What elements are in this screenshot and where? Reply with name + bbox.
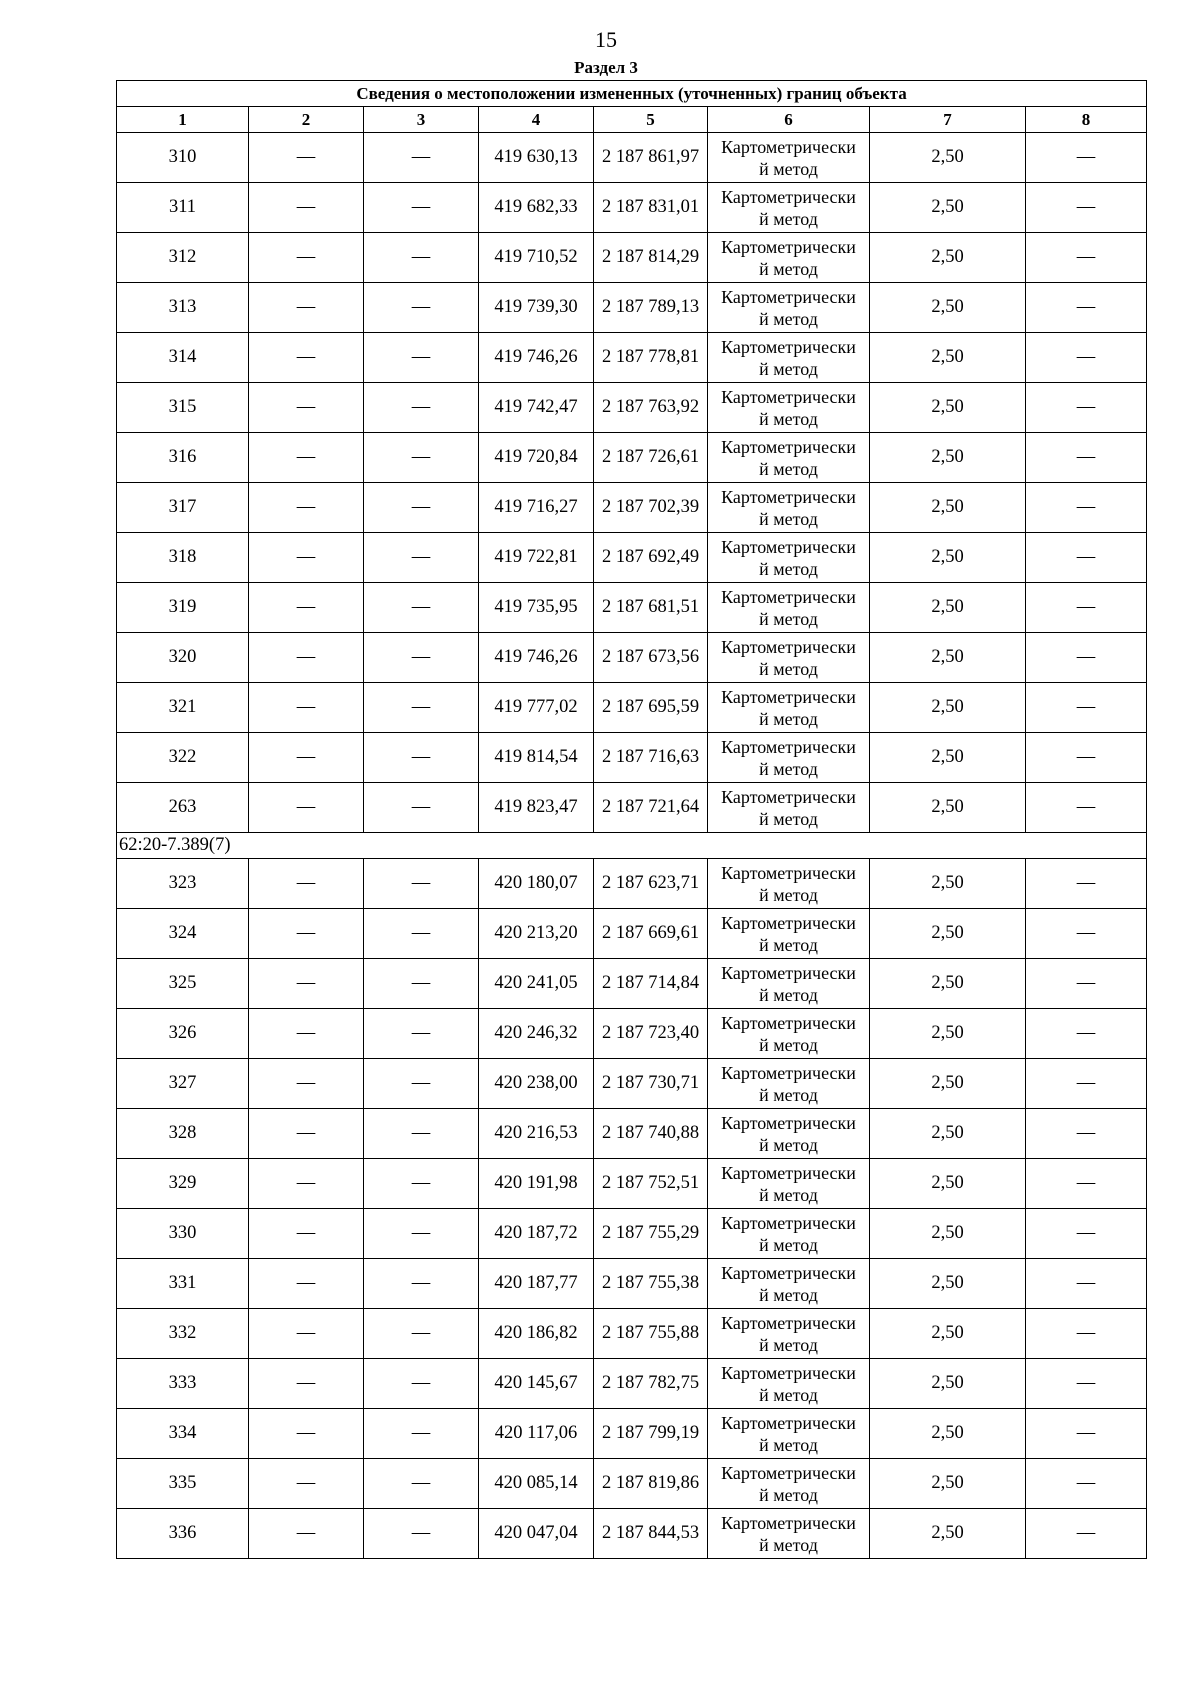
empty-cell-dash: — bbox=[364, 1009, 479, 1059]
coordinate-x: 420 180,07 bbox=[479, 859, 594, 909]
coordinate-x: 419 710,52 bbox=[479, 233, 594, 283]
empty-cell-dash: — bbox=[249, 1309, 364, 1359]
empty-cell-dash: — bbox=[1026, 859, 1147, 909]
coordinate-x: 420 238,00 bbox=[479, 1059, 594, 1109]
coordinate-y: 2 187 831,01 bbox=[594, 183, 708, 233]
empty-cell-dash: — bbox=[1026, 1509, 1147, 1559]
empty-cell-dash: — bbox=[249, 1009, 364, 1059]
point-number: 312 bbox=[117, 233, 249, 283]
accuracy-cell: 2,50 bbox=[870, 233, 1026, 283]
empty-cell-dash: — bbox=[1026, 1109, 1147, 1159]
table-row bbox=[117, 333, 1147, 383]
accuracy-cell: 2,50 bbox=[870, 959, 1026, 1009]
coordinate-x: 420 085,14 bbox=[479, 1459, 594, 1509]
empty-cell-dash: — bbox=[364, 1159, 479, 1209]
coordinate-y: 2 187 799,19 bbox=[594, 1409, 708, 1459]
method-cell: Картометрически й метод bbox=[708, 233, 870, 283]
empty-cell-dash: — bbox=[364, 633, 479, 683]
empty-cell-dash: — bbox=[249, 1409, 364, 1459]
coordinate-y: 2 187 669,61 bbox=[594, 909, 708, 959]
empty-cell-dash: — bbox=[1026, 433, 1147, 483]
coordinate-y: 2 187 730,71 bbox=[594, 1059, 708, 1109]
accuracy-cell: 2,50 bbox=[870, 1409, 1026, 1459]
empty-cell-dash: — bbox=[1026, 1259, 1147, 1309]
point-number: 335 bbox=[117, 1459, 249, 1509]
coordinate-y: 2 187 755,38 bbox=[594, 1259, 708, 1309]
accuracy-cell: 2,50 bbox=[870, 859, 1026, 909]
accuracy-cell: 2,50 bbox=[870, 733, 1026, 783]
empty-cell-dash: — bbox=[249, 1259, 364, 1309]
empty-cell-dash: — bbox=[249, 583, 364, 633]
empty-cell-dash: — bbox=[249, 683, 364, 733]
empty-cell-dash: — bbox=[1026, 1159, 1147, 1209]
table-row bbox=[117, 733, 1147, 783]
column-number: 4 bbox=[479, 107, 594, 133]
coordinate-x: 419 716,27 bbox=[479, 483, 594, 533]
empty-cell-dash: — bbox=[1026, 1409, 1147, 1459]
empty-cell-dash: — bbox=[1026, 183, 1147, 233]
empty-cell-dash: — bbox=[249, 1459, 364, 1509]
empty-cell-dash: — bbox=[1026, 909, 1147, 959]
empty-cell-dash: — bbox=[1026, 233, 1147, 283]
coordinate-x: 419 720,84 bbox=[479, 433, 594, 483]
coordinate-x: 419 682,33 bbox=[479, 183, 594, 233]
empty-cell-dash: — bbox=[364, 959, 479, 1009]
method-cell: Картометрически й метод bbox=[708, 1109, 870, 1159]
accuracy-cell: 2,50 bbox=[870, 783, 1026, 833]
coordinate-y: 2 187 714,84 bbox=[594, 959, 708, 1009]
accuracy-cell: 2,50 bbox=[870, 183, 1026, 233]
method-cell: Картометрически й метод bbox=[708, 1409, 870, 1459]
method-cell: Картометрически й метод bbox=[708, 333, 870, 383]
empty-cell-dash: — bbox=[1026, 733, 1147, 783]
point-number: 313 bbox=[117, 283, 249, 333]
coordinate-x: 420 145,67 bbox=[479, 1359, 594, 1409]
point-number: 329 bbox=[117, 1159, 249, 1209]
coordinate-y: 2 187 716,63 bbox=[594, 733, 708, 783]
method-cell: Картометрически й метод bbox=[708, 1159, 870, 1209]
accuracy-cell: 2,50 bbox=[870, 383, 1026, 433]
empty-cell-dash: — bbox=[364, 1109, 479, 1159]
empty-cell-dash: — bbox=[364, 433, 479, 483]
table-row bbox=[117, 1259, 1147, 1309]
point-number: 263 bbox=[117, 783, 249, 833]
empty-cell-dash: — bbox=[364, 483, 479, 533]
page-number: 15 bbox=[595, 27, 617, 52]
empty-cell-dash: — bbox=[249, 859, 364, 909]
method-cell: Картометрически й метод bbox=[708, 1209, 870, 1259]
coordinate-x: 419 823,47 bbox=[479, 783, 594, 833]
coordinate-x: 420 216,53 bbox=[479, 1109, 594, 1159]
accuracy-cell: 2,50 bbox=[870, 333, 1026, 383]
accuracy-cell: 2,50 bbox=[870, 909, 1026, 959]
accuracy-cell: 2,50 bbox=[870, 1109, 1026, 1159]
empty-cell-dash: — bbox=[1026, 1309, 1147, 1359]
empty-cell-dash: — bbox=[364, 1209, 479, 1259]
section-title: Раздел 3 bbox=[574, 58, 638, 77]
coordinate-y: 2 187 763,92 bbox=[594, 383, 708, 433]
accuracy-cell: 2,50 bbox=[870, 1059, 1026, 1109]
point-number: 314 bbox=[117, 333, 249, 383]
point-number: 316 bbox=[117, 433, 249, 483]
coordinate-y: 2 187 752,51 bbox=[594, 1159, 708, 1209]
empty-cell-dash: — bbox=[249, 383, 364, 433]
table-row bbox=[117, 483, 1147, 533]
coordinate-y: 2 187 721,64 bbox=[594, 783, 708, 833]
table-row bbox=[117, 1109, 1147, 1159]
method-cell: Картометрически й метод bbox=[708, 683, 870, 733]
empty-cell-dash: — bbox=[249, 483, 364, 533]
coordinate-y: 2 187 789,13 bbox=[594, 283, 708, 333]
point-number: 322 bbox=[117, 733, 249, 783]
table-row bbox=[117, 1409, 1147, 1459]
point-number: 326 bbox=[117, 1009, 249, 1059]
coordinate-x: 420 047,04 bbox=[479, 1509, 594, 1559]
table-row bbox=[117, 1159, 1147, 1209]
accuracy-cell: 2,50 bbox=[870, 633, 1026, 683]
group-label-row bbox=[117, 833, 1147, 859]
point-number: 320 bbox=[117, 633, 249, 683]
coordinate-y: 2 187 726,61 bbox=[594, 433, 708, 483]
point-number: 317 bbox=[117, 483, 249, 533]
empty-cell-dash: — bbox=[1026, 1209, 1147, 1259]
method-cell: Картометрически й метод bbox=[708, 433, 870, 483]
empty-cell-dash: — bbox=[364, 1459, 479, 1509]
coordinate-y: 2 187 692,49 bbox=[594, 533, 708, 583]
column-number: 5 bbox=[594, 107, 708, 133]
table-row bbox=[117, 233, 1147, 283]
empty-cell-dash: — bbox=[364, 859, 479, 909]
empty-cell-dash: — bbox=[364, 283, 479, 333]
empty-cell-dash: — bbox=[364, 1309, 479, 1359]
table-row bbox=[117, 283, 1147, 333]
accuracy-cell: 2,50 bbox=[870, 1259, 1026, 1309]
empty-cell-dash: — bbox=[249, 733, 364, 783]
method-cell: Картометрически й метод bbox=[708, 583, 870, 633]
group-label: 62:20-7.389(7) bbox=[117, 833, 1147, 859]
method-cell: Картометрически й метод bbox=[708, 383, 870, 433]
empty-cell-dash: — bbox=[364, 1509, 479, 1559]
empty-cell-dash: — bbox=[249, 283, 364, 333]
empty-cell-dash: — bbox=[1026, 1459, 1147, 1509]
method-cell: Картометрически й метод bbox=[708, 909, 870, 959]
point-number: 319 bbox=[117, 583, 249, 633]
accuracy-cell: 2,50 bbox=[870, 483, 1026, 533]
accuracy-cell: 2,50 bbox=[870, 1159, 1026, 1209]
point-number: 325 bbox=[117, 959, 249, 1009]
coordinate-y: 2 187 623,71 bbox=[594, 859, 708, 909]
coordinate-y: 2 187 778,81 bbox=[594, 333, 708, 383]
method-cell: Картометрически й метод bbox=[708, 483, 870, 533]
point-number: 321 bbox=[117, 683, 249, 733]
column-number: 7 bbox=[870, 107, 1026, 133]
empty-cell-dash: — bbox=[1026, 783, 1147, 833]
coordinate-x: 420 213,20 bbox=[479, 909, 594, 959]
table-row bbox=[117, 1059, 1147, 1109]
empty-cell-dash: — bbox=[364, 533, 479, 583]
empty-cell-dash: — bbox=[364, 1059, 479, 1109]
accuracy-cell: 2,50 bbox=[870, 583, 1026, 633]
table-row bbox=[117, 859, 1147, 909]
accuracy-cell: 2,50 bbox=[870, 283, 1026, 333]
empty-cell-dash: — bbox=[249, 183, 364, 233]
table-row bbox=[117, 1009, 1147, 1059]
method-cell: Картометрически й метод bbox=[708, 633, 870, 683]
accuracy-cell: 2,50 bbox=[870, 133, 1026, 183]
accuracy-cell: 2,50 bbox=[870, 1009, 1026, 1059]
method-cell: Картометрически й метод bbox=[708, 859, 870, 909]
coordinate-y: 2 187 814,29 bbox=[594, 233, 708, 283]
point-number: 315 bbox=[117, 383, 249, 433]
empty-cell-dash: — bbox=[364, 1259, 479, 1309]
empty-cell-dash: — bbox=[249, 1209, 364, 1259]
accuracy-cell: 2,50 bbox=[870, 1359, 1026, 1409]
empty-cell-dash: — bbox=[249, 1359, 364, 1409]
table-group-divider bbox=[117, 833, 1147, 859]
table-row bbox=[117, 959, 1147, 1009]
method-cell: Картометрически й метод bbox=[708, 1059, 870, 1109]
empty-cell-dash: — bbox=[1026, 583, 1147, 633]
coordinate-y: 2 187 673,56 bbox=[594, 633, 708, 683]
coordinate-x: 419 735,95 bbox=[479, 583, 594, 633]
table-row bbox=[117, 183, 1147, 233]
column-number: 2 bbox=[249, 107, 364, 133]
empty-cell-dash: — bbox=[249, 233, 364, 283]
table-row bbox=[117, 783, 1147, 833]
coordinate-x: 419 777,02 bbox=[479, 683, 594, 733]
table-body-group-a bbox=[117, 133, 1147, 833]
coordinate-x: 419 814,54 bbox=[479, 733, 594, 783]
coordinate-y: 2 187 755,29 bbox=[594, 1209, 708, 1259]
empty-cell-dash: — bbox=[249, 959, 364, 1009]
point-number: 327 bbox=[117, 1059, 249, 1109]
empty-cell-dash: — bbox=[249, 1509, 364, 1559]
table-row bbox=[117, 533, 1147, 583]
point-number: 311 bbox=[117, 183, 249, 233]
point-number: 333 bbox=[117, 1359, 249, 1409]
method-cell: Картометрически й метод bbox=[708, 1259, 870, 1309]
empty-cell-dash: — bbox=[364, 1409, 479, 1459]
empty-cell-dash: — bbox=[249, 533, 364, 583]
accuracy-cell: 2,50 bbox=[870, 1459, 1026, 1509]
empty-cell-dash: — bbox=[249, 1159, 364, 1209]
empty-cell-dash: — bbox=[1026, 283, 1147, 333]
empty-cell-dash: — bbox=[364, 909, 479, 959]
coordinate-y: 2 187 755,88 bbox=[594, 1309, 708, 1359]
coordinate-y: 2 187 723,40 bbox=[594, 1009, 708, 1059]
coordinate-x: 419 742,47 bbox=[479, 383, 594, 433]
accuracy-cell: 2,50 bbox=[870, 533, 1026, 583]
table-row bbox=[117, 1359, 1147, 1409]
accuracy-cell: 2,50 bbox=[870, 433, 1026, 483]
coordinate-y: 2 187 695,59 bbox=[594, 683, 708, 733]
method-cell: Картометрически й метод bbox=[708, 283, 870, 333]
empty-cell-dash: — bbox=[1026, 1359, 1147, 1409]
accuracy-cell: 2,50 bbox=[870, 683, 1026, 733]
table-row bbox=[117, 133, 1147, 183]
table-body-group-b bbox=[117, 859, 1147, 1559]
empty-cell-dash: — bbox=[249, 909, 364, 959]
coordinate-x: 420 191,98 bbox=[479, 1159, 594, 1209]
point-number: 334 bbox=[117, 1409, 249, 1459]
table-row bbox=[117, 433, 1147, 483]
column-number: 8 bbox=[1026, 107, 1147, 133]
coordinate-x: 419 739,30 bbox=[479, 283, 594, 333]
method-cell: Картометрически й метод bbox=[708, 1509, 870, 1559]
coordinate-x: 420 241,05 bbox=[479, 959, 594, 1009]
empty-cell-dash: — bbox=[364, 183, 479, 233]
empty-cell-dash: — bbox=[364, 783, 479, 833]
method-cell: Картометрически й метод bbox=[708, 133, 870, 183]
empty-cell-dash: — bbox=[1026, 1009, 1147, 1059]
coordinate-x: 420 187,77 bbox=[479, 1259, 594, 1309]
empty-cell-dash: — bbox=[1026, 133, 1147, 183]
coordinate-x: 420 187,72 bbox=[479, 1209, 594, 1259]
empty-cell-dash: — bbox=[364, 733, 479, 783]
empty-cell-dash: — bbox=[249, 333, 364, 383]
coordinate-x: 419 746,26 bbox=[479, 333, 594, 383]
table-row bbox=[117, 683, 1147, 733]
table-row bbox=[117, 1459, 1147, 1509]
coordinate-y: 2 187 681,51 bbox=[594, 583, 708, 633]
coordinate-x: 420 246,32 bbox=[479, 1009, 594, 1059]
point-number: 310 bbox=[117, 133, 249, 183]
accuracy-cell: 2,50 bbox=[870, 1209, 1026, 1259]
empty-cell-dash: — bbox=[249, 783, 364, 833]
method-cell: Картометрически й метод bbox=[708, 959, 870, 1009]
coordinate-y: 2 187 740,88 bbox=[594, 1109, 708, 1159]
column-number: 3 bbox=[364, 107, 479, 133]
empty-cell-dash: — bbox=[1026, 483, 1147, 533]
point-number: 318 bbox=[117, 533, 249, 583]
point-number: 323 bbox=[117, 859, 249, 909]
point-number: 324 bbox=[117, 909, 249, 959]
empty-cell-dash: — bbox=[249, 633, 364, 683]
method-cell: Картометрически й метод bbox=[708, 783, 870, 833]
empty-cell-dash: — bbox=[1026, 383, 1147, 433]
method-cell: Картометрически й метод bbox=[708, 533, 870, 583]
empty-cell-dash: — bbox=[1026, 683, 1147, 733]
table-row bbox=[117, 383, 1147, 433]
coordinate-x: 419 722,81 bbox=[479, 533, 594, 583]
point-number: 336 bbox=[117, 1509, 249, 1559]
point-number: 330 bbox=[117, 1209, 249, 1259]
method-cell: Картометрически й метод bbox=[708, 1359, 870, 1409]
empty-cell-dash: — bbox=[364, 683, 479, 733]
coordinate-y: 2 187 844,53 bbox=[594, 1509, 708, 1559]
coordinate-x: 420 117,06 bbox=[479, 1409, 594, 1459]
empty-cell-dash: — bbox=[249, 433, 364, 483]
method-cell: Картометрически й метод bbox=[708, 183, 870, 233]
coordinate-x: 420 186,82 bbox=[479, 1309, 594, 1359]
empty-cell-dash: — bbox=[364, 133, 479, 183]
table-row bbox=[117, 1309, 1147, 1359]
empty-cell-dash: — bbox=[1026, 1059, 1147, 1109]
table-title: Сведения о местоположении измененных (уточненных) границ объекта bbox=[117, 81, 1147, 107]
empty-cell-dash: — bbox=[249, 133, 364, 183]
empty-cell-dash: — bbox=[1026, 533, 1147, 583]
empty-cell-dash: — bbox=[1026, 633, 1147, 683]
method-cell: Картометрически й метод bbox=[708, 1309, 870, 1359]
column-number: 6 bbox=[708, 107, 870, 133]
table-row bbox=[117, 1509, 1147, 1559]
empty-cell-dash: — bbox=[364, 583, 479, 633]
coordinate-y: 2 187 702,39 bbox=[594, 483, 708, 533]
empty-cell-dash: — bbox=[364, 233, 479, 283]
empty-cell-dash: — bbox=[249, 1109, 364, 1159]
empty-cell-dash: — bbox=[249, 1059, 364, 1109]
coordinate-y: 2 187 819,86 bbox=[594, 1459, 708, 1509]
column-number: 1 bbox=[117, 107, 249, 133]
empty-cell-dash: — bbox=[1026, 333, 1147, 383]
method-cell: Картометрически й метод bbox=[708, 733, 870, 783]
table-row bbox=[117, 633, 1147, 683]
accuracy-cell: 2,50 bbox=[870, 1509, 1026, 1559]
point-number: 332 bbox=[117, 1309, 249, 1359]
empty-cell-dash: — bbox=[364, 383, 479, 433]
table-row bbox=[117, 583, 1147, 633]
method-cell: Картометрически й метод bbox=[708, 1459, 870, 1509]
empty-cell-dash: — bbox=[364, 1359, 479, 1409]
table-row bbox=[117, 909, 1147, 959]
table-row bbox=[117, 1209, 1147, 1259]
accuracy-cell: 2,50 bbox=[870, 1309, 1026, 1359]
coordinates-table bbox=[116, 80, 1147, 1559]
coordinate-x: 419 630,13 bbox=[479, 133, 594, 183]
coordinate-y: 2 187 782,75 bbox=[594, 1359, 708, 1409]
point-number: 328 bbox=[117, 1109, 249, 1159]
empty-cell-dash: — bbox=[1026, 959, 1147, 1009]
coordinate-x: 419 746,26 bbox=[479, 633, 594, 683]
method-cell: Картометрически й метод bbox=[708, 1009, 870, 1059]
coordinate-y: 2 187 861,97 bbox=[594, 133, 708, 183]
empty-cell-dash: — bbox=[364, 333, 479, 383]
point-number: 331 bbox=[117, 1259, 249, 1309]
